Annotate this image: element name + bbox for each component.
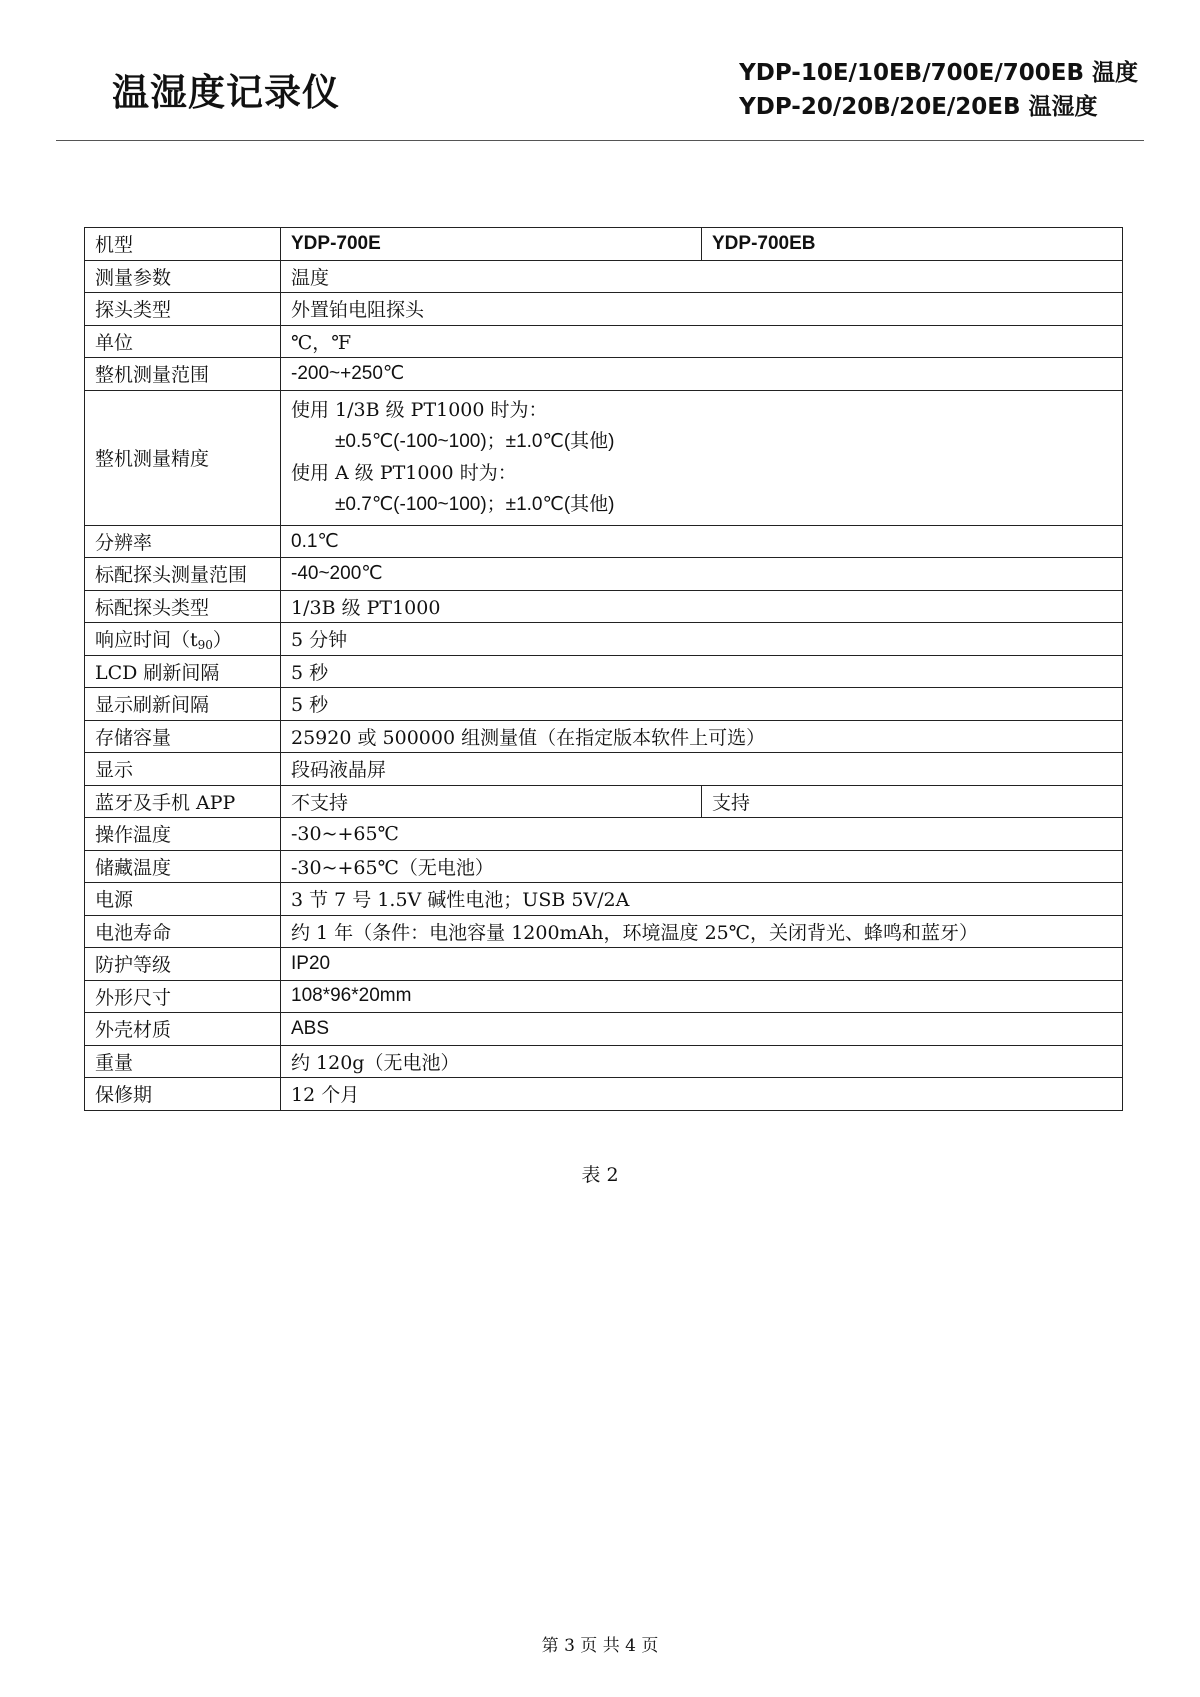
row-label: LCD 刷新间隔 bbox=[85, 655, 281, 688]
row-label: 单位 bbox=[85, 325, 281, 358]
row-label: 外壳材质 bbox=[85, 1013, 281, 1046]
table-row bbox=[85, 590, 1123, 623]
row-value: 约 1 年（条件：电池容量 1200mAh，环境温度 25℃，关闭背光、蜂鸣和蓝牙） bbox=[281, 915, 1123, 948]
table-row bbox=[85, 753, 1123, 786]
table-row bbox=[85, 260, 1123, 293]
spec-table bbox=[84, 227, 1123, 1111]
row-value: 温度 bbox=[281, 260, 1123, 293]
row-value: 1/3B 级 PT1000 bbox=[281, 590, 1123, 623]
row-value bbox=[281, 390, 1123, 525]
table-row bbox=[85, 390, 1123, 525]
table-row bbox=[85, 688, 1123, 721]
accuracy-line: 使用 1/3B 级 PT1000 时为： bbox=[291, 398, 548, 421]
header-divider bbox=[56, 140, 1144, 141]
row-label: 标配探头测量范围 bbox=[85, 558, 281, 591]
table-row bbox=[85, 948, 1123, 981]
row-label: 电源 bbox=[85, 883, 281, 916]
model-line-1: YDP-10E/10EB/700E/700EB 温度 bbox=[739, 60, 1138, 86]
row-label: 机型 bbox=[85, 228, 281, 261]
row-label bbox=[85, 623, 281, 656]
table-row bbox=[85, 1045, 1123, 1078]
table-row bbox=[85, 850, 1123, 883]
table-row bbox=[85, 1013, 1123, 1046]
table-row bbox=[85, 293, 1123, 326]
row-value: 段码液晶屏 bbox=[281, 753, 1123, 786]
row-label: 显示 bbox=[85, 753, 281, 786]
page-number: 第 3 页 共 4 页 bbox=[541, 1636, 659, 1656]
row-label: 存储容量 bbox=[85, 720, 281, 753]
row-value: 5 分钟 bbox=[281, 623, 1123, 656]
accuracy-line: 使用 A 级 PT1000 时为： bbox=[291, 461, 517, 484]
table-row bbox=[85, 785, 1123, 818]
row-label: 重量 bbox=[85, 1045, 281, 1078]
response-label-end: ） bbox=[212, 629, 232, 652]
row-label: 测量参数 bbox=[85, 260, 281, 293]
table-row bbox=[85, 915, 1123, 948]
row-value: -200~+250℃ bbox=[281, 358, 1123, 391]
table-row bbox=[85, 883, 1123, 916]
row-value: -40~200℃ bbox=[281, 558, 1123, 591]
row-value: 5 秒 bbox=[281, 688, 1123, 721]
row-label: 保修期 bbox=[85, 1078, 281, 1111]
row-value: 5 秒 bbox=[281, 655, 1123, 688]
table-row bbox=[85, 558, 1123, 591]
bluetooth-cell-a: 不支持 bbox=[281, 785, 702, 818]
table-row bbox=[85, 325, 1123, 358]
row-label: 分辨率 bbox=[85, 525, 281, 558]
row-value: -30~+65℃ bbox=[281, 818, 1123, 851]
model-list bbox=[739, 56, 1138, 124]
table-row bbox=[85, 980, 1123, 1013]
model-cell-b: YDP-700EB bbox=[702, 228, 1123, 261]
table-row bbox=[85, 720, 1123, 753]
row-label: 外形尺寸 bbox=[85, 980, 281, 1013]
table-row bbox=[85, 818, 1123, 851]
table-row bbox=[85, 525, 1123, 558]
row-label: 探头类型 bbox=[85, 293, 281, 326]
row-label: 标配探头类型 bbox=[85, 590, 281, 623]
row-value: IP20 bbox=[281, 948, 1123, 981]
table-row bbox=[85, 623, 1123, 656]
row-label: 整机测量精度 bbox=[85, 390, 281, 525]
response-subscript: 90 bbox=[197, 638, 213, 653]
row-value: 25920 或 500000 组测量值（在指定版本软件上可选） bbox=[281, 720, 1123, 753]
row-value: 约 120g（无电池） bbox=[281, 1045, 1123, 1078]
row-value: ABS bbox=[281, 1013, 1123, 1046]
row-label: 操作温度 bbox=[85, 818, 281, 851]
response-label: 响应时间（t bbox=[95, 629, 198, 652]
row-label: 整机测量范围 bbox=[85, 358, 281, 391]
row-value: 108*96*20mm bbox=[281, 980, 1123, 1013]
row-value: 3 节 7 号 1.5V 碱性电池；USB 5V/2A bbox=[281, 883, 1123, 916]
row-value: 12 个月 bbox=[281, 1078, 1123, 1111]
row-label: 蓝牙及手机 APP bbox=[85, 785, 281, 818]
row-value: -30~+65℃（无电池） bbox=[281, 850, 1123, 883]
accuracy-line: ±0.5℃(-100~100)；±1.0℃(其他) bbox=[335, 431, 615, 452]
document-title: 温湿度记录仪 bbox=[112, 71, 340, 114]
accuracy-line: ±0.7℃(-100~100)；±1.0℃(其他) bbox=[335, 494, 615, 515]
model-cell-a: YDP-700E bbox=[281, 228, 702, 261]
row-value: 0.1℃ bbox=[281, 525, 1123, 558]
row-label: 电池寿命 bbox=[85, 915, 281, 948]
row-value: ℃，℉ bbox=[281, 325, 1123, 358]
table-row bbox=[85, 358, 1123, 391]
table-caption: 表 2 bbox=[581, 1164, 619, 1186]
row-value: 外置铂电阻探头 bbox=[281, 293, 1123, 326]
row-label: 防护等级 bbox=[85, 948, 281, 981]
table-row bbox=[85, 655, 1123, 688]
row-label: 显示刷新间隔 bbox=[85, 688, 281, 721]
bluetooth-cell-b: 支持 bbox=[702, 785, 1123, 818]
table-row bbox=[85, 1078, 1123, 1111]
model-line-2: YDP-20/20B/20E/20EB 温湿度 bbox=[739, 94, 1098, 120]
row-label: 储藏温度 bbox=[85, 850, 281, 883]
table-row bbox=[85, 228, 1123, 261]
